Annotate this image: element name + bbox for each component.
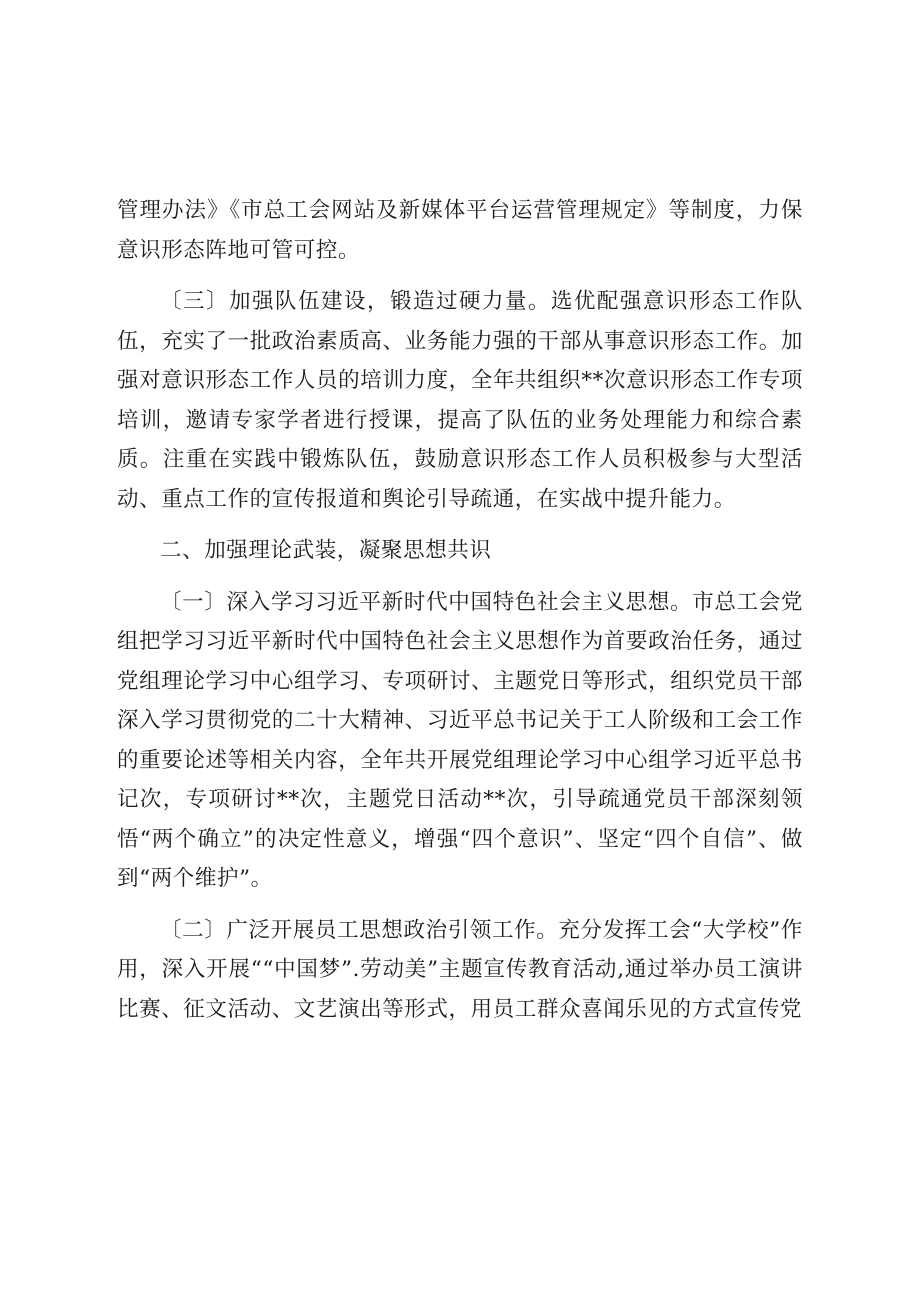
paragraph-gap <box>117 571 803 583</box>
paragraph-team-building: 〔三〕加强队伍建设，锻造过硬力量。选优配强意识形态工作队伍，充实了一批政治素质高、业务能力强的干部从事意识形态工作。加强对意识形态工作人员的培训力度，全年共组织**次意识形态工作专项培训，邀请专家学者进行授课，提高了队伍的业务处理能力和综合素质。注重在实践中锻炼队伍，鼓励意识形态工作人员积极参与大型活动、重点工作的宣传报道和舆论引导疏通，在实战中提升能力。 <box>117 289 803 512</box>
section-heading: 二、加强理论武装，凝聚思想共识 <box>160 538 492 563</box>
paragraph-gap <box>117 270 803 282</box>
paragraph-gap <box>117 899 803 911</box>
paragraph-political-guidance: 〔二〕广泛开展员工思想政治引领工作。充分发挥工会“大学校”作用，深入开展““中国梦”.劳动美”主题宣传教育活动,通过举办员工演讲比赛、征文活动、文艺演出等形式，用员工群众喜闻乐见的方式宣传党 <box>117 917 803 1022</box>
paragraph-study-thought: 〔一〕深入学习习近平新时代中国特色社会主义思想。市总工会党组把学习习近平新时代中国特色社会主义思想作为首要政治任务，通过党组理论学习中心组学习、专项研讨、主题党日等形式，组织党员干部深入学习贯彻党的二十大精神、习近平总书记关于工人阶级和工会工作的重要论述等相关内容，全年共开展党组理论学习中心组学习近平总书记次，专项研讨**次，主题党日活动**次，引导疏通党员干部深刻领悟“两个确立”的决定性意义，增强“四个意识”、坚定“四个自信”、做到“两个维护”。 <box>117 589 803 891</box>
paragraph-continuation: 管理办法》《市总工会网站及新媒体平台运营管理规定》等制度，力保意识形态阵地可管可控。 <box>117 198 803 263</box>
paragraph-gap <box>117 519 803 531</box>
document-page <box>117 191 803 1029</box>
